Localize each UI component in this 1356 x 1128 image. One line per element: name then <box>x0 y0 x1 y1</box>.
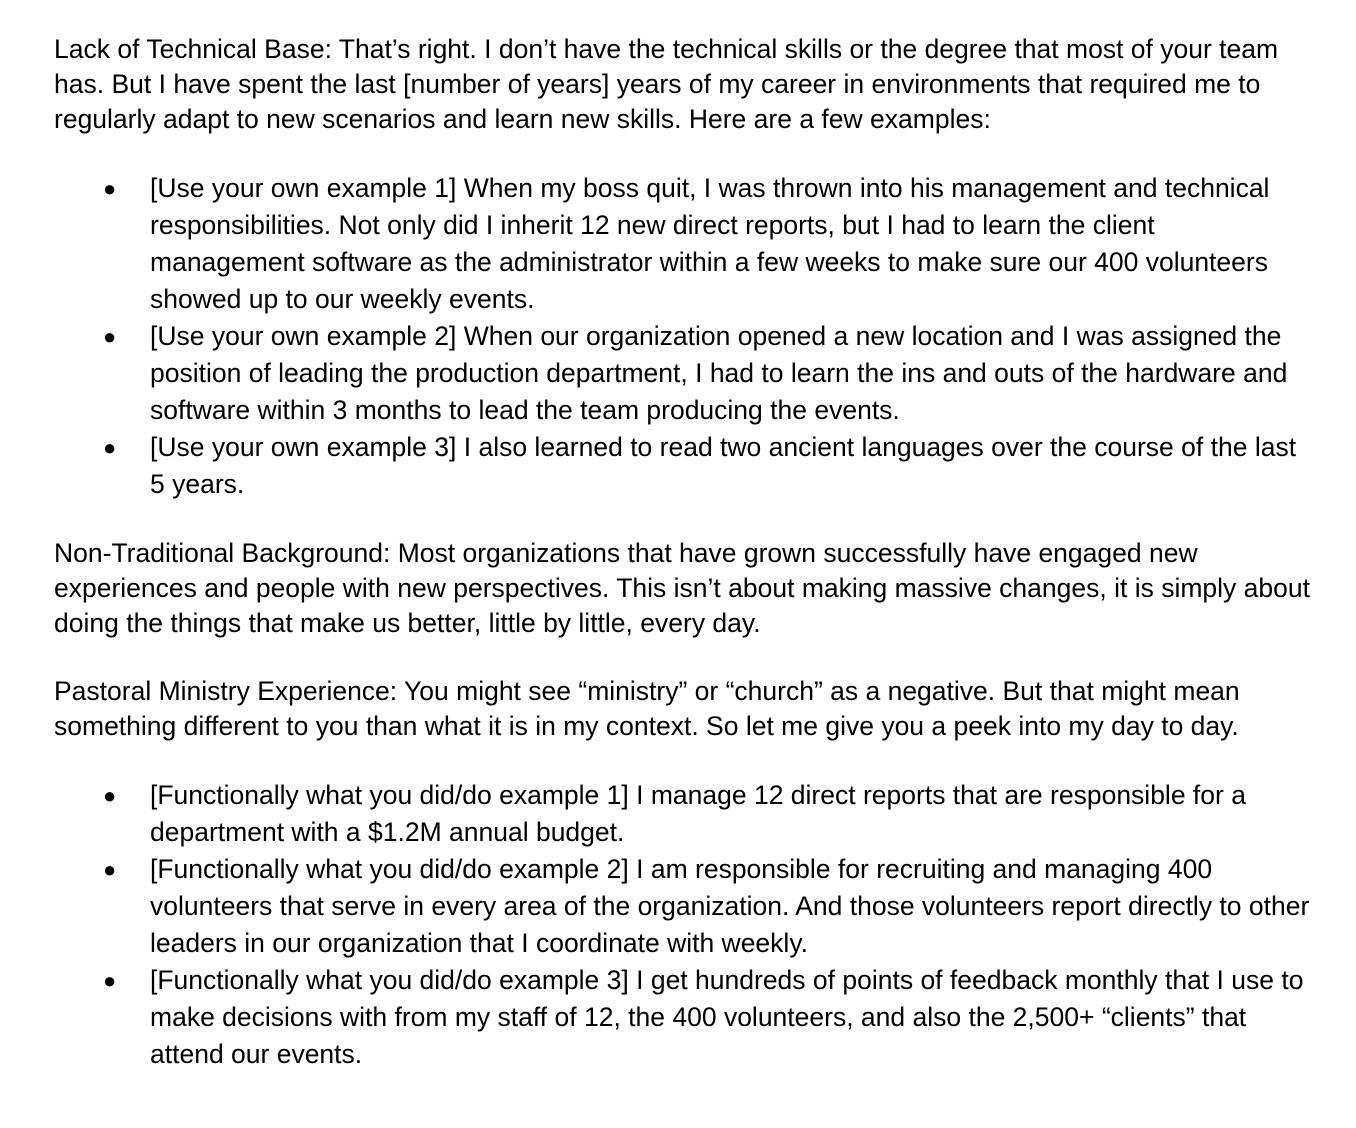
technical-examples-list <box>54 170 1314 503</box>
bullet-icon: ● <box>103 176 117 201</box>
paragraph-nontraditional: Non-Traditional Background: Most organizations that have grown successfully have engaged new experiences and people with new perspectives. This isn’t about making massive changes, it is simply about doing the things that make us better, little by little, every day. <box>54 538 1310 638</box>
list-item-text: [Functionally what you did/do example 1] I manage 12 direct reports that are responsible for a department with a $1.2M annual budget. <box>150 780 1246 847</box>
bullet-icon: ● <box>103 783 117 808</box>
list-item <box>103 170 1314 318</box>
bullet-icon: ● <box>103 435 117 460</box>
paragraph-technical: Lack of Technical Base: That’s right. I don’t have the technical skills or the degree that most of your team has. But I have spent the last [number of years] years of my career in environments that required me to regularly adapt to new scenarios and learn new skills. Here are a few examples: <box>54 34 1279 134</box>
bullet-icon: ● <box>103 968 117 993</box>
bullet-icon: ● <box>103 857 117 882</box>
list-item <box>103 962 1314 1073</box>
list-item-text: [Use your own example 3] I also learned to read two ancient languages over the course of the last 5 years. <box>150 432 1297 499</box>
list-item-text: [Use your own example 1] When my boss quit, I was thrown into his management and technical responsibilities. Not only did I inherit 12 new direct reports, but I had to learn the client management software as the administrator within a few weeks to make sure our 400 volunteers showed up to our weekly events. <box>150 173 1270 314</box>
list-item <box>103 429 1314 503</box>
ministry-examples-list <box>54 777 1314 1073</box>
paragraph-ministry: Pastoral Ministry Experience: You might see “ministry” or “church” as a negative. But that might mean something different to you than what it is in my context. So let me give you a peek into my day to day. <box>54 676 1240 741</box>
list-item-text: [Functionally what you did/do example 2] I am responsible for recruiting and managing 400 volunteers that serve in every area of the organization. And those volunteers report directly to other leaders in our organization that I coordinate with weekly. <box>150 854 1310 958</box>
list-item-text: [Functionally what you did/do example 3] I get hundreds of points of feedback monthly that I use to make decisions with from my staff of 12, the 400 volunteers, and also the 2,500+ “clients” that attend our events. <box>150 965 1304 1069</box>
list-item <box>103 851 1314 962</box>
list-item <box>103 777 1314 851</box>
list-item <box>103 318 1314 429</box>
bullet-icon: ● <box>103 324 117 349</box>
list-item-text: [Use your own example 2] When our organization opened a new location and I was assigned the position of leading the production department, I had to learn the ins and outs of the hardware and software within 3 months to lead the team producing the events. <box>150 321 1288 425</box>
